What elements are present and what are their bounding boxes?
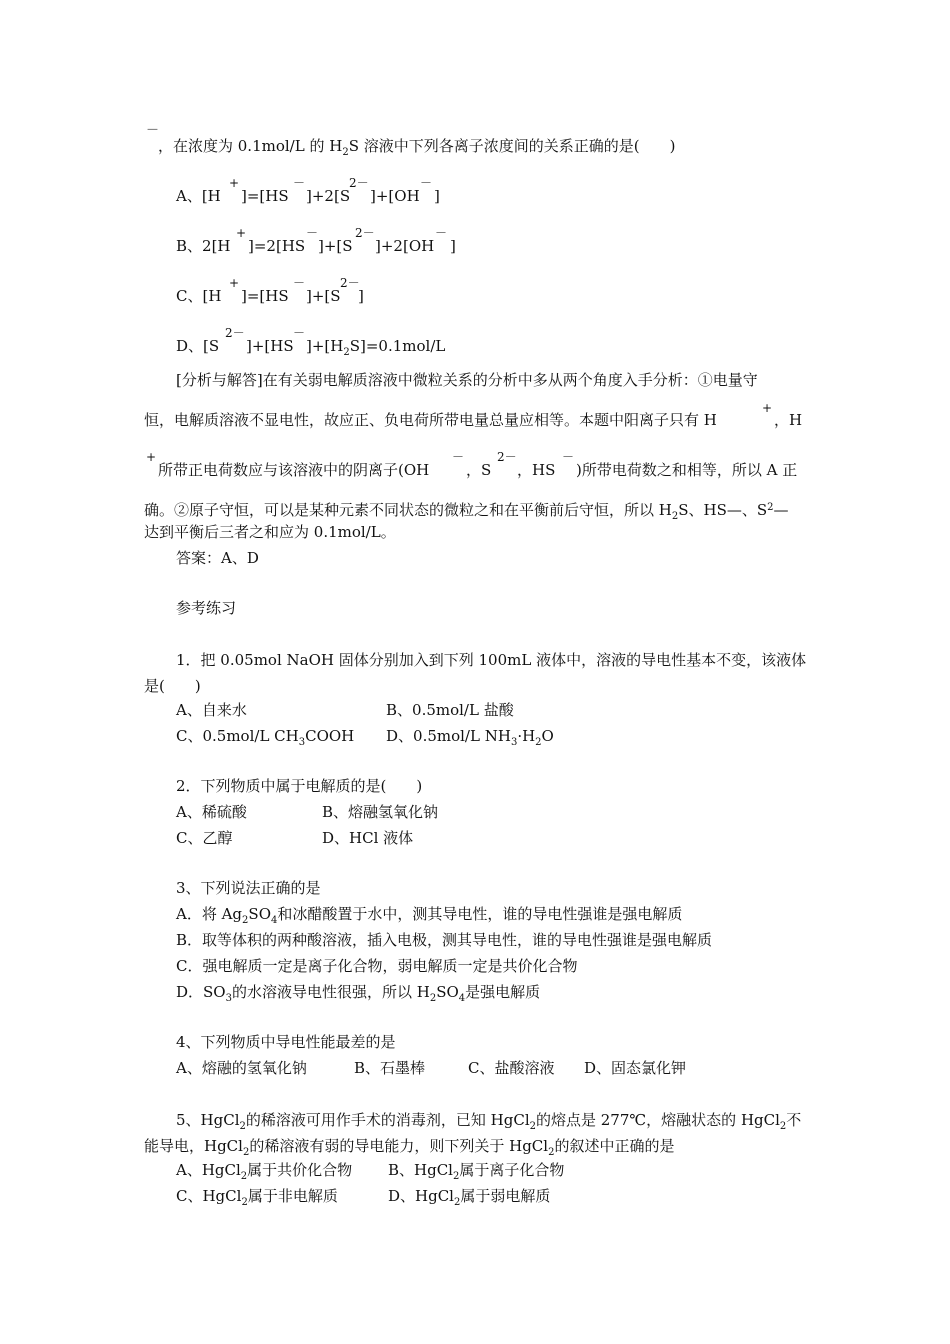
q5-stem-line-1 bbox=[176, 1110, 801, 1137]
question-intro bbox=[158, 136, 675, 163]
option-d-part: D、[S bbox=[176, 337, 220, 355]
option-text: COOH bbox=[305, 727, 355, 745]
q1-option-a: A、自来水 bbox=[176, 701, 247, 719]
q2-option-d: D、HCl 液体 bbox=[322, 829, 414, 847]
analysis-text: 恒，电解质溶液不显电性，故应正、负电荷所带电量总量应相等。本题中阳离子只有 H bbox=[144, 411, 717, 429]
analysis-text: ，HS bbox=[517, 461, 556, 479]
q1-option-c bbox=[176, 726, 354, 753]
subscript: 2 bbox=[452, 1171, 460, 1182]
intro-text-b: S 溶液中下列各离子浓度间的关系正确的是( ) bbox=[348, 137, 676, 155]
option-text: SO bbox=[248, 905, 271, 923]
subscript: 4 bbox=[458, 993, 466, 1004]
subscript: 2 bbox=[342, 147, 349, 158]
q3-option-c: C．强电解质一定是离子化合物，弱电解质一定是共价化合物 bbox=[176, 957, 578, 975]
q3-stem: 3、下列说法正确的是 bbox=[176, 879, 321, 897]
option-text: 属于弱电解质 bbox=[460, 1187, 551, 1205]
stem-text: 能导电，HgCl bbox=[144, 1137, 243, 1155]
subscript: 2 bbox=[241, 1197, 248, 1208]
subscript: 2 bbox=[240, 1171, 248, 1182]
subscript: 2 bbox=[529, 1121, 536, 1132]
option-a-part: ]=[HS bbox=[241, 187, 289, 205]
option-b-part: ]+2[OH bbox=[375, 237, 435, 255]
minus-superscript: － bbox=[146, 123, 160, 138]
stem-text: 不 bbox=[786, 1111, 802, 1129]
intro-text-a: ，在浓度为 0.1mol/L 的 H bbox=[158, 137, 343, 155]
superscript: － bbox=[306, 226, 319, 240]
q1-stem-line-1: 1．把 0.05mol NaOH 固体分别加入到下列 100mL 液体中，溶液的导电性基本不变，该液体 bbox=[176, 651, 807, 669]
option-text: C、HgCl bbox=[176, 1187, 242, 1205]
option-text: 和冰醋酸置于水中，测其导电性，谁的导电性强谁是强电解质 bbox=[277, 905, 683, 923]
option-b-part: ]+[S bbox=[318, 237, 353, 255]
option-text: D．SO bbox=[176, 983, 226, 1001]
superscript: 2－ bbox=[349, 176, 369, 190]
option-a-part: ]+[OH bbox=[370, 187, 420, 205]
q3-option-b: B．取等体积的两种酸溶液，插入电极，测其导电性，谁的导电性强谁是强电解质 bbox=[176, 931, 713, 949]
subscript: 3 bbox=[225, 993, 232, 1004]
q5-stem-line-2 bbox=[144, 1136, 674, 1163]
q3-option-a bbox=[176, 904, 682, 931]
subscript: 2 bbox=[535, 737, 542, 748]
subscript: 2 bbox=[242, 1147, 250, 1158]
option-d-part bbox=[246, 336, 294, 356]
subscript: 2 bbox=[671, 511, 679, 522]
option-b-part: ] bbox=[450, 237, 456, 255]
superscript: + bbox=[762, 401, 773, 415]
subscript: 3 bbox=[510, 737, 518, 748]
superscript: + bbox=[229, 176, 240, 190]
option-text: D、0.5mol/L NH bbox=[386, 727, 511, 745]
option-a-part: ] bbox=[434, 187, 440, 205]
q2-stem: 2．下列物质中属于电解质的是( ) bbox=[176, 777, 423, 795]
q4-option-d: D、固态氯化钾 bbox=[584, 1059, 687, 1077]
q4-option-c: C、盐酸溶液 bbox=[468, 1059, 555, 1077]
section-title: 参考练习 bbox=[176, 599, 237, 617]
subscript: 2 bbox=[239, 1121, 246, 1132]
subscript: 2 bbox=[453, 1197, 461, 1208]
superscript: 2－ bbox=[355, 226, 375, 240]
stem-text: 的叙述中正确的是 bbox=[554, 1137, 675, 1155]
option-d-text: ]+[HS bbox=[246, 337, 294, 355]
option-d-text: S]=0.1mol/L bbox=[349, 337, 446, 355]
superscript: － bbox=[293, 326, 306, 340]
q5-option-b bbox=[388, 1160, 564, 1187]
analysis-text: S、HS—、S bbox=[678, 501, 768, 519]
option-text: 属于离子化合物 bbox=[459, 1161, 565, 1179]
option-text: B、HgCl bbox=[388, 1161, 453, 1179]
q5-option-a bbox=[176, 1160, 352, 1187]
answer: 答案：A、D bbox=[176, 549, 259, 567]
stem-text: 5、HgCl bbox=[176, 1111, 240, 1129]
superscript: 2－ bbox=[340, 276, 360, 290]
q1-stem-line-2: 是( ) bbox=[144, 677, 201, 695]
analysis-text: — bbox=[773, 501, 789, 519]
superscript: + bbox=[229, 276, 240, 290]
q1-option-b: B、0.5mol/L 盐酸 bbox=[386, 701, 514, 719]
subscript: 2 bbox=[779, 1121, 787, 1132]
subscript: 2 bbox=[242, 915, 249, 926]
q2-option-c: C、乙醇 bbox=[176, 829, 233, 847]
superscript: 2－ bbox=[225, 326, 245, 340]
q4-option-b: B、石墨棒 bbox=[354, 1059, 426, 1077]
subscript: 2 bbox=[429, 993, 437, 1004]
option-text: A、HgCl bbox=[176, 1161, 241, 1179]
analysis-line-5: 达到平衡后三者之和应为 0.1mol/L。 bbox=[144, 523, 396, 541]
q2-option-b: B、熔融氢氧化钠 bbox=[322, 803, 439, 821]
option-text: D、HgCl bbox=[388, 1187, 454, 1205]
subscript: 4 bbox=[271, 915, 278, 926]
superscript: － bbox=[435, 226, 448, 240]
analysis-text: ，H bbox=[774, 411, 803, 429]
superscript: － bbox=[420, 176, 433, 190]
analysis-text: ，S bbox=[466, 461, 492, 479]
superscript: － bbox=[293, 276, 306, 290]
option-a-part: A、[H bbox=[176, 187, 221, 205]
option-text: 属于共价化合物 bbox=[247, 1161, 353, 1179]
option-text: 的水溶液导电性很强，所以 H bbox=[231, 983, 430, 1001]
q5-option-c bbox=[176, 1186, 338, 1213]
option-text: ·H bbox=[517, 727, 536, 745]
option-text: 是强电解质 bbox=[465, 983, 541, 1001]
option-c-part: ]+[S bbox=[306, 287, 341, 305]
superscript: － bbox=[452, 450, 465, 464]
analysis-line-1: [分析与解答]在有关弱电解质溶液中微粒关系的分析中多从两个角度入手分析：①电量守 bbox=[176, 371, 758, 389]
option-text: A．将 Ag bbox=[176, 905, 243, 923]
option-b-part: B、2[H bbox=[176, 237, 231, 255]
option-d-part bbox=[306, 336, 445, 363]
superscript: － bbox=[562, 450, 575, 464]
superscript: 2 bbox=[767, 502, 774, 513]
analysis-text: 确。②原子守恒，可以是某种元素不同状态的微粒之和在平衡前后守恒，所以 H bbox=[144, 501, 672, 519]
q5-option-d bbox=[388, 1186, 550, 1213]
q3-option-d bbox=[176, 982, 540, 1009]
superscript: 2－ bbox=[497, 450, 517, 464]
stem-text: 的稀溶液有弱的导电能力，则下列关于 HgCl bbox=[249, 1137, 549, 1155]
option-d-text: ]+[H bbox=[306, 337, 344, 355]
q1-option-d bbox=[386, 726, 554, 753]
q4-option-a: A、熔融的氢氧化钠 bbox=[176, 1059, 307, 1077]
stem-text: 的熔点是 277℃，熔融状态的 HgCl bbox=[536, 1111, 780, 1129]
option-c-part: C、[H bbox=[176, 287, 222, 305]
q4-stem: 4、下列物质中导电性能最差的是 bbox=[176, 1033, 396, 1051]
stem-text: 的稀溶液可用作手术的消毒剂，已知 HgCl bbox=[245, 1111, 530, 1129]
subscript: 2 bbox=[343, 347, 350, 358]
option-text: SO bbox=[436, 983, 459, 1001]
subscript: 3 bbox=[298, 737, 306, 748]
q2-option-a: A、稀硫酸 bbox=[176, 803, 247, 821]
option-text: C、0.5mol/L CH bbox=[176, 727, 299, 745]
option-text: 属于非电解质 bbox=[247, 1187, 338, 1205]
superscript: + bbox=[236, 226, 247, 240]
option-c-part: ]=[HS bbox=[241, 287, 289, 305]
subscript: 2 bbox=[548, 1147, 555, 1158]
option-b-part: ]=2[HS bbox=[248, 237, 306, 255]
option-text: O bbox=[541, 727, 554, 745]
option-a-part: ]+2[S bbox=[306, 187, 351, 205]
superscript: + bbox=[146, 450, 157, 464]
analysis-text: )所带电荷数之和相等，所以 A 正 bbox=[576, 461, 798, 479]
option-c-part: ] bbox=[358, 287, 364, 305]
superscript: － bbox=[293, 176, 306, 190]
analysis-text: 所带正电荷数应与该溶液中的阴离子(OH bbox=[158, 461, 430, 479]
